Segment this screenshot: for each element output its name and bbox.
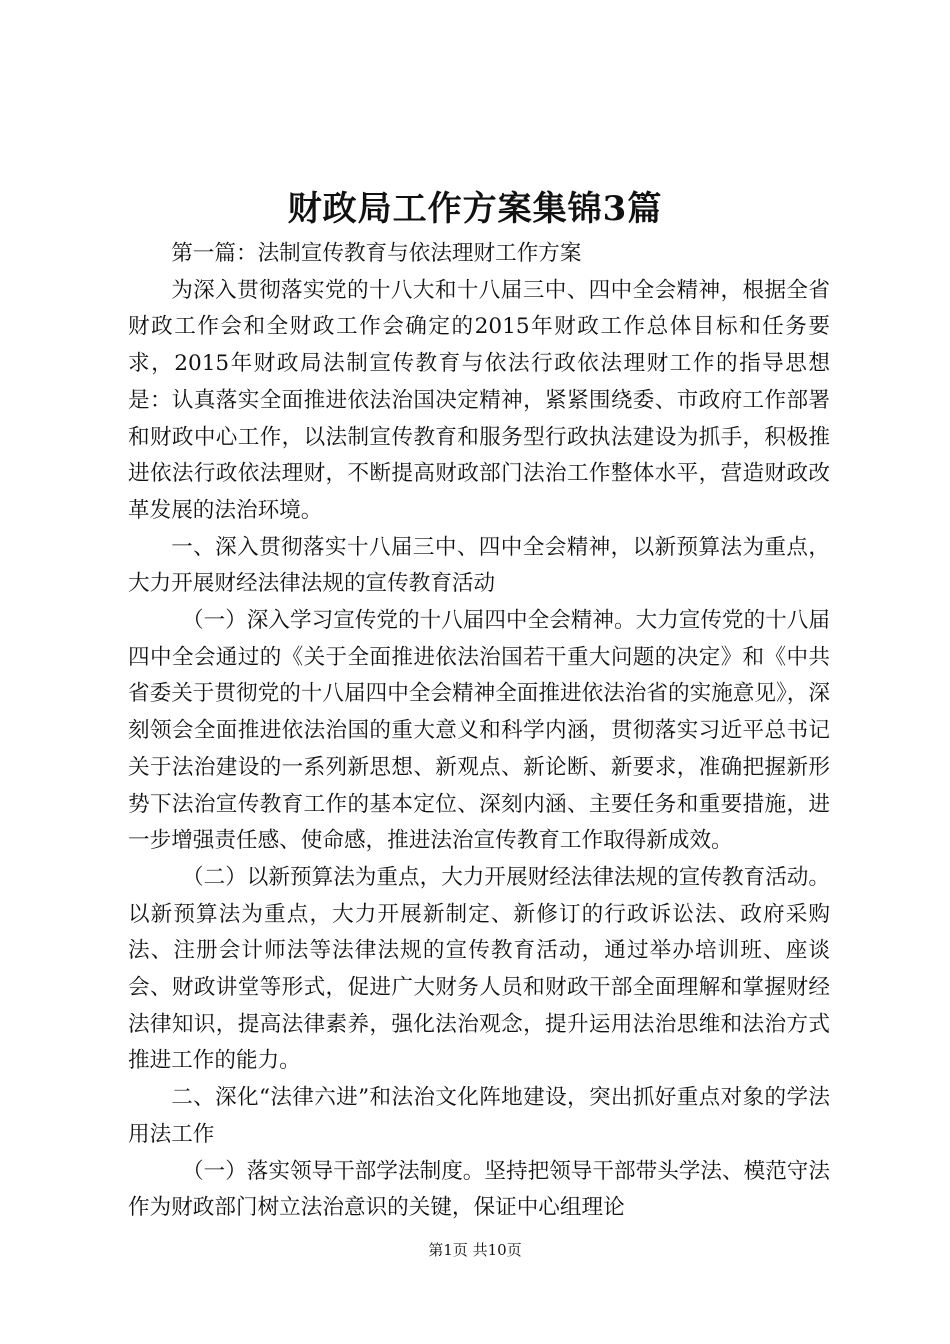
paragraph: （一）深入学习宣传党的十八届四中全会精神。大力宣传党的十八届四中全会通过的《关于全面推进依法治国若干重大问题的决定》和《中共省委关于贯彻党的十八届四中全会精神全面推进依法治省的实施意见》，深刻领会全面推进依法治国的重大意义和科学内涵，贯彻落实习近平总书记关于法治建设的一系列新思想、新观点、新论断、新要求，准确把握新形势下法治宣传教育工作的基本定位、深刻内涵、主要任务和重要措施，进一步增强责任感、使命感，推进法治宣传教育工作取得新成效。 bbox=[128, 608, 830, 854]
section-heading: 一、深入贯彻落实十八届三中、四中全会精神，以新预算法为重点，大力开展财经法律法规的宣传教育活动 bbox=[128, 534, 830, 597]
section-heading: 二、深化“法律六进”和法治文化阵地建设，突出抓好重点对象的学法用法工作 bbox=[128, 1085, 830, 1147]
paragraph: （二）以新预算法为重点，大力开展财经法律法规的宣传教育活动。以新预算法为重点，大力开展新制定、新修订的行政诉讼法、政府采购法、注册会计师法等法律法规的宣传教育活动，通过举办培训班、座谈会、财政讲堂等形式，促进广大财务人员和财政干部全面理解和掌握财经法律知识，提高法律素养，强化法治观念，提升运用法治思维和法治方式推进工作的能力。 bbox=[128, 864, 830, 1074]
paragraph: （一）落实领导干部学法制度。坚持把领导干部带头学法、模范守法作为财政部门树立法治意识的关键，保证中心组理论 bbox=[128, 1158, 830, 1221]
document-body bbox=[128, 236, 830, 1227]
section-heading: 第一篇：法制宣传教育与依法理财工作方案 bbox=[171, 241, 582, 266]
paragraph: 为深入贯彻落实党的十八大和十八届三中、四中全会精神，根据全省财政工作会和全财政工作会确定的2015年财政工作总体目标和任务要求，2015年财政局法制宣传教育与依法行政依法理财工作的指导思想是：认真落实全面推进依法治国决定精神，紧紧围绕委、市政府工作部署和财政中心工作，以法制宣传教育和服务型行政执法建设为抓手，积极推进依法行政依法理财，不断提高财政部门法治工作整体水平，营造财政改革发展的法治环境。 bbox=[128, 277, 830, 523]
document-title: 财政局工作方案集锦3篇 bbox=[287, 189, 663, 229]
page-footer: 第1页 共10页 bbox=[428, 1241, 522, 1259]
